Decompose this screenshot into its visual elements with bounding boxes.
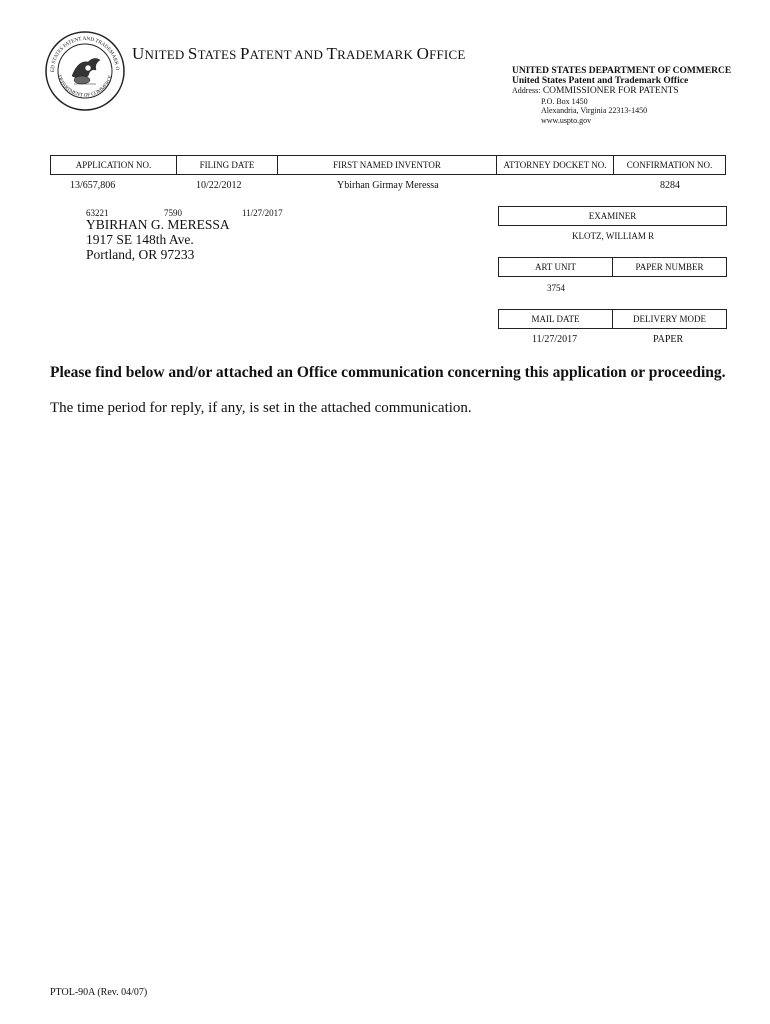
header-confirmation-no: CONFIRMATION NO. [626,160,713,170]
application-header-table [50,155,726,175]
confirmation-no: 8284 [660,180,680,191]
examiner-label-box [498,206,727,226]
form-identifier: PTOL-90A (Rev. 04/07) [50,987,148,998]
correspondence-code: 7590 [164,208,182,218]
examiner-name: KLOTZ, WILLIAM R [572,231,655,241]
header-attorney-docket-no: ATTORNEY DOCKET NO. [497,156,614,174]
office-name: United States Patent and Trademark Office [512,75,689,86]
office-title: UNITED STATES PATENT AND TRADEMARK OFFICE [132,44,466,63]
addressee-name: YBIRHAN G. MERESSA [86,217,230,232]
first-named-inventor: Ybirhan Girmay Meressa [337,180,439,191]
mail-date-label: MAIL DATE [499,310,613,328]
art-unit-label: ART UNIT [499,258,613,276]
uspto-seal [44,30,126,112]
correspondence-date: 11/27/2017 [242,208,283,218]
header-filing-date: FILING DATE [177,156,278,174]
seal-text-top: ED STATES PATENT AND TRADEMARK O [49,35,121,73]
dept-name: UNITED STATES DEPARTMENT OF COMMERCE [512,66,732,76]
city: Alexandria, Virginia 22313-1450 [541,106,648,115]
office-communication-notice: Please find below and/or attached an Office communication concerning this application or proceeding. [50,364,726,381]
examiner-label: EXAMINER [588,211,637,221]
header-first-named-inventor: FIRST NAMED INVENTOR [278,156,497,174]
mail-date: 11/27/2017 [532,334,578,345]
customer-number: 63221 [86,208,109,218]
address-label: Address: [512,86,541,95]
mail-box [498,309,727,329]
art-unit-box [498,257,727,277]
addressee-city: Portland, OR 97233 [86,247,195,262]
application-no: 13/657,806 [70,180,116,191]
filing-date: 10/22/2012 [196,180,242,191]
po-box: P.O. Box 1450 [541,96,588,106]
seal-text-bottom: DEPARTMENT OF COMMERCE [55,74,115,99]
website: www.uspto.gov [541,115,592,125]
header-application-no: APPLICATION NO. [51,156,177,174]
address-name: COMMISSIONER FOR PATENTS [542,86,679,96]
delivery-mode: PAPER [653,334,684,345]
department-address [512,67,731,125]
art-unit-value: 3754 [547,283,565,293]
delivery-mode-label: DELIVERY MODE [633,314,706,324]
paper-number-label: PAPER NUMBER [635,262,704,272]
addressee-street: 1917 SE 148th Ave. [86,232,194,247]
reply-period-notice: The time period for reply, if any, is set in the attached communication. [50,400,472,416]
